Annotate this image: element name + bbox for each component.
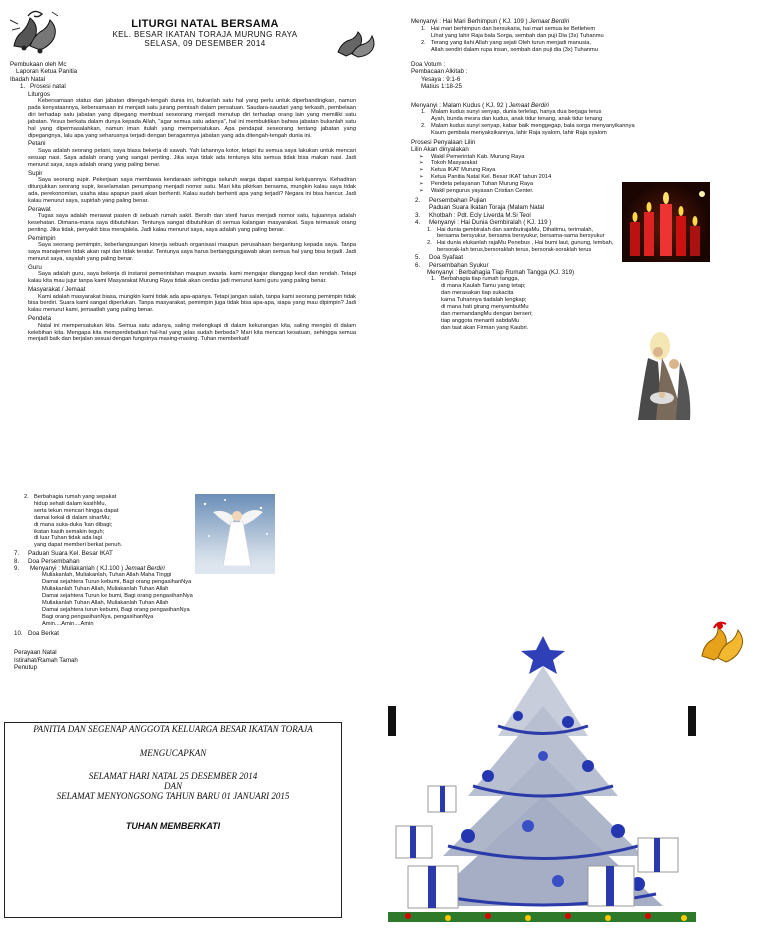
text-line: yang dapat memberi berkat penuh. [34, 542, 123, 549]
section-text: Tugas saya adalah merawat pasien di sebuah rumah sakit. Bersih dan steril harus menjadi nomor satu, tujuannya adalah kesehatan. Dimana-mana saya dibutuhkan. Tentunya sangat dibutuhkan di semua kalangan masyarakat. Saya termasuk orang penting. Jika tidak, penyakit bisa merajalela. Jadi kalau menurut saya, saya adalah yang paling benar. [28, 213, 356, 233]
ayat-1: Yesaya : 9:1-6 [421, 75, 461, 83]
song1-verses [411, 26, 711, 54]
section-head: Pemimpin [28, 234, 56, 242]
verse [421, 109, 711, 123]
song1-title [411, 18, 711, 25]
greeting-line-2: MENGUCAPKAN [139, 748, 207, 758]
item-number: 7. [14, 550, 20, 558]
song2-title [411, 102, 711, 109]
holy-family-image [622, 328, 700, 426]
text-line: Muliakanlah Tuhan Allah, Muliakanlah Tuhan Allah [42, 600, 169, 607]
text-line: dan memandangMu dengan berseri; [441, 310, 533, 317]
bells-right-icon [334, 28, 376, 58]
text-line: Perayaan Natal [14, 649, 57, 657]
list-item [14, 630, 344, 637]
doc-title: LITURGI NATAL BERSAMA [131, 18, 279, 30]
christmas-tree-image [388, 626, 696, 930]
item-text: Doa Berkat [28, 629, 59, 637]
lilin-text: Ketua Panitia Natal Kel. Besar IKAT tahun 2014 [431, 174, 552, 181]
item-text: Persembahan Pujian [429, 196, 487, 204]
section-text: Saya adalah seorang petani, saya biasa bekerja di sawah. Yah lahannya kotor, tetapi itu semua saya lakukan untuk mencari sesuap nasi. Saya adalah orang yang sangat penting. Jika saya tidak ada tentunya kita semua tidak bisa makan nasi. Jadi menurut saya, saya adalah orang yang paling benar. [28, 147, 356, 168]
prosesi-lilin: Prosesi Penyalaan Lilin [411, 138, 476, 146]
text-line: tiap anggota menanti sabdaMu [441, 317, 520, 324]
text-line: Berbahagia rumah yang sepakat [34, 494, 117, 500]
song4-title: Menyanyi : Berbahagia Tiap Rumah Tangga (KJ. 319) [427, 269, 575, 276]
item-number: 10. [14, 629, 23, 637]
text-line: damai kekal di dalam sinarMu; [34, 514, 111, 521]
verse-number: 2. [421, 122, 426, 129]
item-number [415, 204, 429, 211]
section-text: Kami adalah masyarakat biasa, mungkin kami tidak ada apa-apanya. Tetapi jangan salah, tanpa kami seorang pemimpin tidak bisa berdiri. Suara kami sangat diperlukan. Tanpa masyarakat, pemimpin juga tidak bisa apa-apa, siapa yang mau dipimpin? Jadi kalau menurut kami, jemaatlah yang paling benar. [28, 293, 356, 314]
section-head: Supir [28, 169, 43, 177]
song4-verse [411, 276, 711, 331]
item-number: 6. [415, 261, 421, 269]
text-line: Damai sejahtera Turun ke bumi, Bagi orang pengasihanNya [42, 593, 193, 600]
text-line: Damai sejahtera turun kebumi, Bagi orang pengasihanNya [42, 607, 190, 613]
text-line: Muliakanlah, Muliakanlah, Tuhan Allah Maha Tinggi [42, 572, 172, 579]
verse-lines [431, 109, 602, 123]
verse-line: Lihat yang lahir Raja bala Sorga, sembah dan puji Dia (3x) Tuhanmu [431, 33, 604, 40]
verse-line: bersama bersyukur, bersama bersyukur, bersama-sama bersyukur [437, 233, 605, 240]
text-line: dan merasakan tiap sukacita [441, 290, 514, 297]
lilin-item [419, 160, 711, 167]
section-text: Saya seorang supir. Pekerjaan saya membawa kendaraan sehingga seluruh warga dapat sampai ketujuannya. Kehadiran ditunjukkan seorang supir, keselamatan penumpang menjadi nomor satu. Mari kita pikirkan bersama, mungkin kalau saya tidak ada, perekonomian, usaha atau apapun pasti akan berhenti. Kalau sudah berhenti apa yang terjadi? Negara ini bisa hancur. Jadi kalau menurut saya, supirlah yang paling benar. [28, 177, 356, 204]
section-head: Liturgos [28, 90, 51, 98]
verse-line: Hai dunia elukanlah rajaMu Penebus , Hai bumi laut, gunung, lembah, [437, 240, 614, 247]
section-head: Petani [28, 140, 46, 148]
list-item [411, 262, 711, 269]
arrow-bullet-icon: ➢ [419, 181, 424, 188]
verse-lines [34, 494, 122, 549]
opening-2: Laporan Ketua Panitia [16, 68, 78, 76]
arrow-bullet-icon: ➢ [419, 167, 424, 174]
section-head: Guru [28, 263, 42, 271]
item-text: Khotbah : Pdt. Ecly Liverda M.Si Teol [429, 211, 531, 219]
song-title: Menyanyi : Malam Kudus ( KJ. 92 ) [411, 101, 510, 109]
text-line: Damai sejahtera Turun kebumi, Bagi orang pengasihanNya [42, 579, 192, 586]
section-head: Perawat [28, 205, 51, 213]
list-item: 1. Prosesi natal [20, 83, 66, 91]
text-line: Berbahagia tiap rumah tangga, [441, 276, 520, 283]
verse-number: 1. [427, 226, 432, 233]
section-text: Kebersamaan status dan jabatan ditengah-tengah dunia ini, bukanlah satu hal yang perlu untuk diperbandingkan, namun pada kenyataannya, kebersamaan ini menjadi satu jurang pemisah dalam persatuan. Saudara-saudari yang terkasih, pembelaan diri terhadap satu jabatan yang dipegang membuat seseorang menjadi menutup diri terhadap orang lain yang memiliki satu jabatan. Yesus berkata dalam dunya kepada Allah, "agar semua satu adanya", hal ini membuktikan bahwa jabatan bukanlah satu hal yang dipermasalahkan, namun iman itulah yang mempersatukan. Apa pendapat seseorang tentang jabatan yang dipegangnya, lalu apa yang seharusnya terjadi dengan beragamnya jabatan yang ada ditengah-tengah dunia ini. [28, 98, 356, 139]
verse-line: bersorak-lah terus,bersoraklah terus, bersorak-soraklah terus [437, 247, 592, 254]
verse-line: Malam kudus sunyi senyap, kabar baik menggegap, bala sorga menyanyikannya [431, 122, 635, 129]
item-number: 9. [14, 565, 20, 573]
text-line: Penutup [14, 663, 38, 671]
verse-lines [431, 123, 635, 137]
order-list [14, 550, 344, 565]
verse-line: Kaum gembala menyaksikannya, lahir Raja syalom, lahir Raja syalom [431, 129, 607, 136]
verse-lines [437, 240, 613, 254]
header [70, 18, 340, 48]
verse-number: 2. [24, 494, 29, 500]
item-text: Persembahan Syukur [429, 261, 489, 269]
lilin-text: Pendeta pelayanan Tuhan Murung Raya [431, 181, 534, 188]
verse-lines [431, 40, 598, 54]
section-text: Saya seorang pemimpin, keberlangsungan kinerja sebuah organisasi maupun perusahaan bergantung kepada saya. Tanpa saya manajemen tidak akan rapi dan tidak teratur. Tentunya saya harus bertanggungjawab akan semua hal yang bisa terjadi. Jadi menurut saya, sayalah yang paling benar. [28, 242, 356, 262]
verse-line: Terang yang ilahi Allah yang sejati Oleh turun menjadi manusia, [431, 40, 591, 47]
after-list [14, 649, 344, 671]
verse-line: Ayah, bunda mesra dan kudus, anak tidur tenang, anak tidur tenang [431, 115, 603, 122]
item-number: 3. [415, 211, 421, 219]
verse-number: 1. [431, 276, 436, 283]
item-text: Paduan Suara Kel. Besar IKAT [28, 550, 113, 558]
verse-lines [431, 26, 604, 40]
verse-number: 1. [421, 26, 426, 33]
verse [421, 40, 711, 54]
verse [421, 26, 711, 40]
list-item [14, 558, 344, 565]
verse-number: 2. [421, 40, 426, 47]
song-author: Jemaat Berdiri [124, 565, 165, 573]
section-text: Saya adalah guru, saya bekerja di instansi pemerintahan maupun swasta. kami mengajar dianggap kecil dan rendah. Tetapi kalau kita mau jujur tanpa kami Masyarakat Murung Raya tidak akan cerdas jadi menurut kami guru yang paling benar. [28, 271, 356, 285]
text-line: di mana hati girang menyambutMu [441, 304, 529, 311]
text-line: Bagi orang pengasihanNya, pengasihanNya [42, 613, 154, 620]
text-line: Istirahat/Ramah Tamah [14, 656, 78, 664]
text-line: di mana Kaulah Tamu yang tetap; [441, 283, 526, 290]
song2-verses [411, 109, 711, 137]
lilin-head: Lilin Akan dinyalakan [411, 146, 469, 154]
lilin-item [419, 174, 711, 181]
greeting-line-1: PANITIA DAN SEGENAP ANGGOTA KELUARGA BESAR IKATAN TORAJA [33, 724, 313, 734]
section-head: Masyarakat / Jemaat [28, 286, 86, 294]
doa-votum: Doa Votum : [411, 61, 446, 69]
song-title: Menyanyi : Hai Mari Berhimpun ( KJ. 109 ) [411, 18, 530, 25]
item-number: 2. [415, 196, 421, 204]
right-column [411, 18, 711, 332]
greeting-line-6: TUHAN MEMBERKATI [125, 821, 221, 831]
left-column [10, 61, 356, 343]
lilin-text: Wakil pengurus yayasan Cristian Center. [431, 188, 534, 195]
section-head: Pendeta [28, 315, 52, 323]
bottom-left [14, 494, 344, 671]
angel-image [195, 494, 275, 574]
item-number: 4. [415, 219, 421, 227]
section-text: Natal ini mempersatukan kita. Semua satu adanya, saling melengkapi di dalam kekurangan kita, saling mengisi di dalam kelebihan kita. Mengapa kita memperdebatkan hal-hal yang jelas sudah berbeda? Mari kita mencari kesatuan, sehingga semua menjadi baik dan berjalan sesuai dengan fungsinya masing-masing. Tuhan memberkati! [28, 322, 356, 343]
pembacaan-alkitab: Pembacaan Alkitab : [411, 68, 468, 76]
verse-line: Malam kudus sunyi senyap, dunia terlelap, hanya dua berjaga terus [431, 109, 602, 116]
verse [421, 123, 711, 137]
item-text: Doa Persembahan [28, 557, 80, 565]
verse-lines [441, 276, 533, 331]
verse-number: 1. [421, 109, 426, 116]
text-line: Amin....Amin....Amin [42, 620, 94, 627]
item-number: 5. [415, 254, 421, 262]
item-text: Doa Syafaat [429, 254, 464, 262]
lilin-text: Ketua IKAT Murung Raya [431, 167, 496, 174]
item2-verse [14, 494, 344, 549]
item-number: 8. [14, 557, 20, 565]
bells-small-icon [696, 618, 744, 664]
item-text: Prosesi natal [30, 83, 66, 91]
greeting-line-5: SELAMAT MENYONGSONG TAHUN BARU 01 JANUARI 2015 [56, 791, 290, 801]
ayat-2: Matius 1:18-25 [421, 83, 462, 91]
greeting-line-3: SELAMAT HARI NATAL 25 DESEMBER 2014 [88, 771, 258, 781]
doc-subtitle: KEL. BESAR IKATAN TORAJA MURUNG RAYA [112, 30, 298, 39]
bells-icon [8, 6, 60, 54]
text-line: ikatan kasih semakin teguh; [34, 528, 105, 535]
list-item [14, 550, 344, 557]
arrow-bullet-icon: ➢ [419, 174, 424, 181]
text-line: Muliakanlah Tuhan Allah, Muliakanlah Tuhan Allah [42, 586, 169, 593]
verse-number: 2. [427, 240, 432, 247]
text-line: karna Tuhannya tiadalah lengkap; [441, 297, 527, 304]
lilin-text: Tokoh Masyarakat [431, 160, 478, 167]
arrow-bullet-icon: ➢ [419, 153, 424, 160]
opening-1: Pembukaan oleh Mc [10, 61, 67, 68]
greeting-line-4: DAN [164, 781, 182, 791]
lilin-text: Wakil Pemerintah Kab. Murung Raya [431, 153, 525, 160]
item-text: Menyanyi : Hai Dunia Gembiralah ( KJ. 119 ) [429, 219, 552, 227]
doc-date: SELASA, 09 DESEMBER 2014 [144, 39, 266, 48]
text-line: di luar Tuhan tidak ada lagi [34, 535, 102, 542]
opening-3: Ibadah Natal [10, 75, 46, 83]
item-text: Paduan Suara Ikatan Toraja (Malam Natal [429, 204, 545, 212]
lilin-item [419, 154, 711, 161]
verse-line: Allah sendiri dalam rupa insan, sembah dan puji dia (3x) Tuhanmu [431, 47, 598, 54]
verse-lines [437, 227, 605, 241]
text-line: hidup sehati dalam kasihMu, [34, 500, 107, 507]
song-author: Jemaat Berdiri [509, 101, 549, 109]
song9-lines [14, 572, 344, 627]
liturgy-sections [10, 91, 356, 344]
greeting-box [4, 722, 342, 918]
verse-line: Hai dunia gembiralah dan sambutrajaMu, Dihatimu, terimalah, [437, 226, 594, 233]
lilin-item [419, 167, 711, 174]
song-title: Menyanyi : Muliakanlah ( KJ.100 ) [30, 565, 125, 573]
text-line: di mana suka-duka 'kan dibagi; [34, 521, 113, 528]
verse-line: Hai mari berhimpun dan bersukaria, hai mari semua ke Betlehem [431, 26, 596, 33]
song9-title [14, 565, 344, 572]
arrow-bullet-icon: ➢ [419, 188, 424, 195]
candles-image [622, 182, 710, 262]
text-line: dan taat akan Firman yang Kaubri. [441, 324, 529, 331]
text-line: serta tekun mencari hingga dapat [34, 507, 119, 514]
song-author: Jemaat Berdiri [529, 18, 570, 25]
arrow-bullet-icon: ➢ [419, 160, 424, 167]
